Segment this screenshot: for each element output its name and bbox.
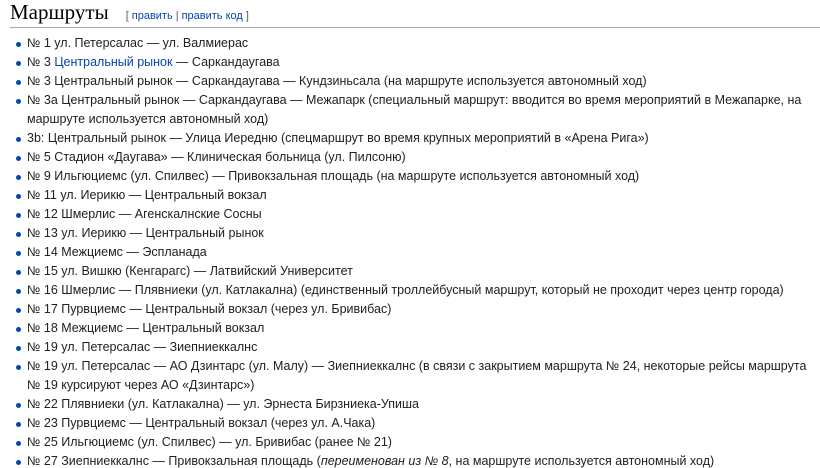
routes-list — [10, 34, 820, 468]
edit-links — [123, 10, 252, 22]
route-item — [27, 452, 820, 468]
route-text: № 23 Пурвциемс — Центральный вокзал (через ул. А.Чака) — [27, 416, 376, 430]
bullet-icon — [16, 346, 21, 351]
route-text: № 19 ул. Петерсалас — АО Дзинтарс (ул. Малу) — Зиепниеккалнс (в связи с закрытием маршрута № 24, некоторые рейсы маршрута № 19 курсируют через АО «Дзинтарс») — [27, 359, 807, 392]
route-text: № 11 ул. Иерикю — Центральный вокзал — [27, 188, 267, 202]
bullet-icon — [16, 365, 21, 370]
bullet-icon — [16, 137, 21, 142]
route-text: № 12 Шмерлис — Агенскалнские Сосны — [27, 207, 262, 221]
bullet-icon — [16, 99, 21, 104]
route-text: № 25 Ильгюциемс (ул. Спилвес) — ул. Бривибас (ранее № 21) — [27, 435, 392, 449]
route-item — [27, 148, 820, 167]
edit-separator: | — [175, 10, 179, 22]
route-text: № 3 Центральный рынок — Саркандаугава — Кундзиньсала (на маршруте используется автономный ход) — [27, 74, 647, 88]
bullet-icon — [16, 460, 21, 465]
route-link[interactable]: Центральный рынок — [54, 55, 173, 69]
bullet-icon — [16, 232, 21, 237]
route-item — [27, 319, 820, 338]
route-item — [27, 53, 820, 72]
bullet-icon — [16, 441, 21, 446]
route-item — [27, 338, 820, 357]
route-item — [27, 243, 820, 262]
route-text: № 15 ул. Вишкю (Кенгарагс) — Латвийский Университет — [27, 264, 353, 278]
route-text: № 17 Пурвциемс — Центральный вокзал (через ул. Бривибас) — [27, 302, 392, 316]
route-item — [27, 224, 820, 243]
route-text: № 5 Стадион «Даугава» — Клиническая больница (ул. Пилсоню) — [27, 150, 406, 164]
route-text: 3b: Центральный рынок — Улица Иередню (спецмаршрут во время крупных мероприятий в «Арена Рига») — [27, 131, 649, 145]
route-item — [27, 414, 820, 433]
bullet-icon — [16, 194, 21, 199]
route-text: № 14 Межциемс — Эспланада — [27, 245, 207, 259]
bullet-icon — [16, 156, 21, 161]
bullet-icon — [16, 327, 21, 332]
route-item — [27, 34, 820, 53]
route-item — [27, 281, 820, 300]
route-text: № 16 Шмерлис — Плявниеки (ул. Катлакална) (единственный троллейбусный маршрут, который не проходит через центр города) — [27, 283, 784, 297]
route-item — [27, 433, 820, 452]
route-text: № 3 — [27, 55, 55, 69]
route-text: № 13 ул. Иерикю — Центральный рынок — [27, 226, 264, 240]
section-title: Маршруты — [10, 0, 109, 24]
section-heading — [10, 0, 820, 28]
route-item — [27, 167, 820, 186]
route-note: переименован из № 8 — [320, 454, 449, 468]
route-item — [27, 357, 820, 395]
edit-link[interactable]: править — [131, 10, 173, 22]
bullet-icon — [16, 422, 21, 427]
bullet-icon — [16, 42, 21, 47]
route-item — [27, 300, 820, 319]
route-text: № 22 Плявниеки (ул. Катлакална) — ул. Эрнеста Бирзниека-Упиша — [27, 397, 419, 411]
bullet-icon — [16, 308, 21, 313]
route-item — [27, 72, 820, 91]
route-text: — Саркандаугава — [172, 55, 280, 69]
bullet-icon — [16, 270, 21, 275]
bullet-icon — [16, 61, 21, 66]
route-item — [27, 186, 820, 205]
bullet-icon — [16, 213, 21, 218]
bullet-icon — [16, 403, 21, 408]
route-text: № 9 Ильгюциемс (ул. Спилвес) — Привокзальная площадь (на маршруте используется автономный ход) — [27, 169, 640, 183]
route-item — [27, 262, 820, 281]
route-text: № 18 Межциемс — Центральный вокзал — [27, 321, 265, 335]
bullet-icon — [16, 175, 21, 180]
route-item — [27, 129, 820, 148]
route-item — [27, 205, 820, 224]
route-text: № 1 ул. Петерсалас — ул. Валмиерас — [27, 36, 249, 50]
edit-bracket-close: ] — [245, 10, 249, 22]
edit-code-link[interactable]: править код — [181, 10, 243, 22]
route-text: № 19 ул. Петерсалас — Зиепниеккалнс — [27, 340, 258, 354]
bullet-icon — [16, 251, 21, 256]
route-text: № 3а Центральный рынок — Саркандаугава — Межапарк (специальный маршрут: вводится во время мероприятий в Межапарке, на маршруте используется автономный ход) — [27, 93, 802, 126]
bullet-icon — [16, 289, 21, 294]
route-text: , на маршруте используется автономный ход) — [448, 454, 715, 468]
route-item — [27, 91, 820, 129]
bullet-icon — [16, 80, 21, 85]
route-text: № 27 Зиепниеккалнс — Привокзальная площадь ( — [27, 454, 321, 468]
route-item — [27, 395, 820, 414]
edit-bracket-open: [ — [125, 10, 129, 22]
